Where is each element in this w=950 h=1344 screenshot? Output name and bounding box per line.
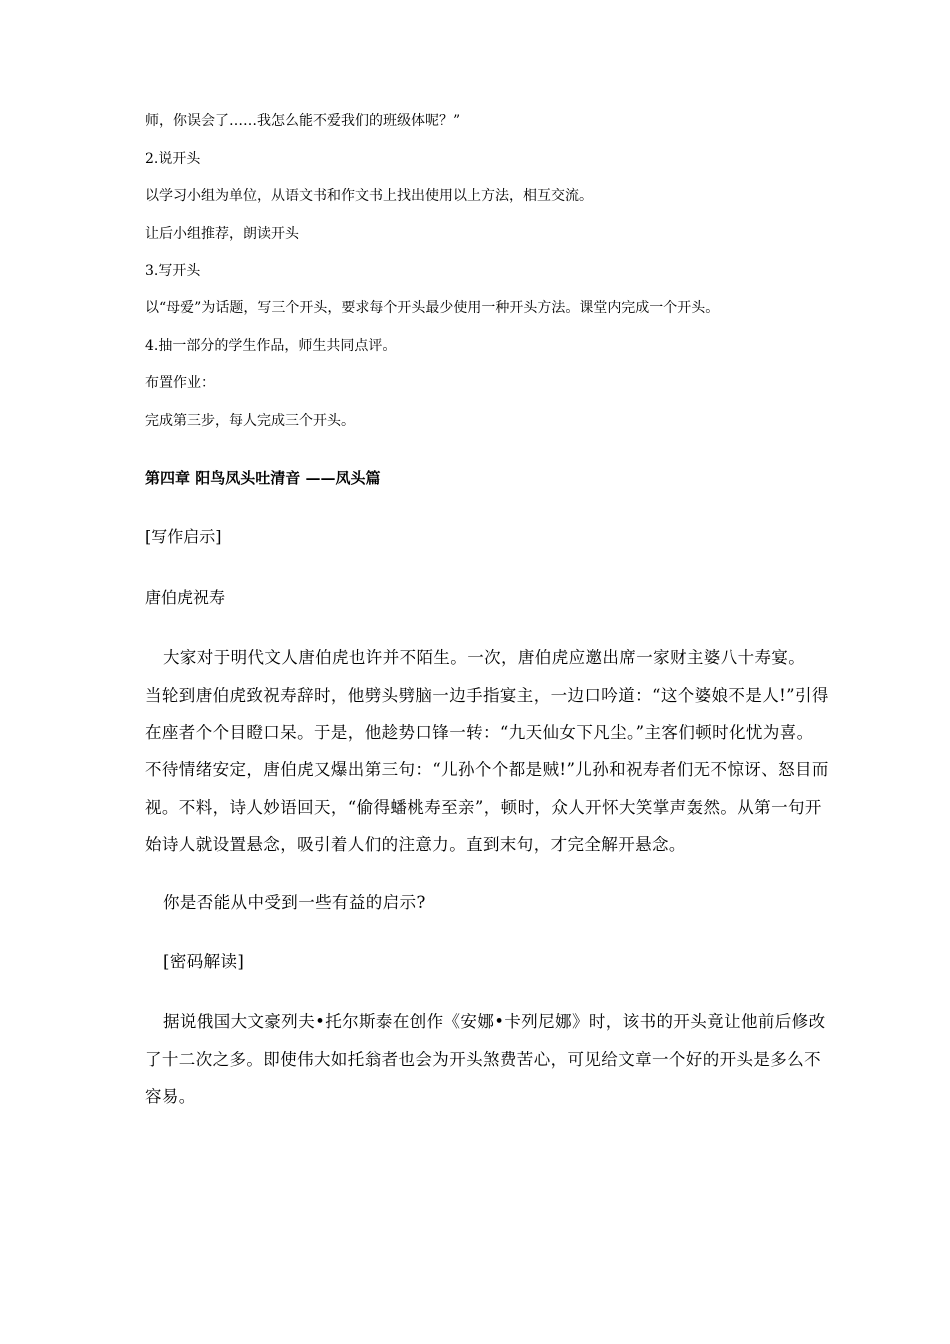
story-line: 大家对于明代文人唐伯虎也许并不陌生。一次，唐伯虎应邀出席一家财主婆八十寿宴。 xyxy=(163,648,806,667)
text-line: 以“母爱”为话题，写三个开头，要求每个开头最少使用一种开头方法。课堂内完成一个开头。 xyxy=(145,300,720,316)
story-line: 当轮到唐伯虎致祝寿辞时，他劈头劈脑一边手指宴主，一边口吟道：“这个婆娘不是人!”引得 xyxy=(145,686,829,705)
story-line: 视。不料，诗人妙语回天，“偷得蟠桃寿至亲”，顿时，众人开怀大笑掌声轰然。从第一句开 xyxy=(145,798,822,817)
homework-label: 布置作业： xyxy=(145,375,215,391)
text-line: 完成第三步，每人完成三个开头。 xyxy=(145,413,355,429)
story-line: 在座者个个目瞪口呆。于是，他趁势口锋一转：“九天仙女下凡尘。”主客们顿时化忧为喜。 xyxy=(145,723,814,742)
writing-tip-label: [写作启示] xyxy=(145,527,222,546)
decode-line: 容易。 xyxy=(145,1087,196,1106)
step-heading: 3.写开头 xyxy=(145,263,201,279)
chapter-title: 第四章 阳鸟凤头吐清音 ——凤头篇 xyxy=(145,469,381,487)
story-title: 唐伯虎祝寿 xyxy=(145,588,226,607)
text-line: 以学习小组为单位，从语文书和作文书上找出使用以上方法，相互交流。 xyxy=(145,188,593,204)
story-line: 不待情绪安定，唐伯虎又爆出第三句：“儿孙个个都是贼!”儿孙和祝寿者们无不惊讶、怒目而 xyxy=(145,760,829,779)
question-line: 你是否能从中受到一些有益的启示? xyxy=(163,893,426,912)
story-line: 始诗人就设置悬念，吸引着人们的注意力。直到末句，才完全解开悬念。 xyxy=(145,835,686,854)
step-heading: 2.说开头 xyxy=(145,151,201,167)
decode-line: 了十二次之多。即使伟大如托翁者也会为开头煞费苦心，可见给文章一个好的开头是多么不 xyxy=(145,1050,821,1069)
step-heading: 4.抽一部分的学生作品，师生共同点评。 xyxy=(145,338,397,354)
text-line: 师，你误会了……我怎么能不爱我们的班级体呢？” xyxy=(145,113,461,129)
text-line: 让后小组推荐，朗读开头 xyxy=(145,226,299,242)
decode-label: [密码解读] xyxy=(163,952,245,971)
decode-line: 据说俄国大文豪列夫•托尔斯泰在创作《安娜•卡列尼娜》时，该书的开头竟让他前后修改 xyxy=(163,1012,826,1031)
